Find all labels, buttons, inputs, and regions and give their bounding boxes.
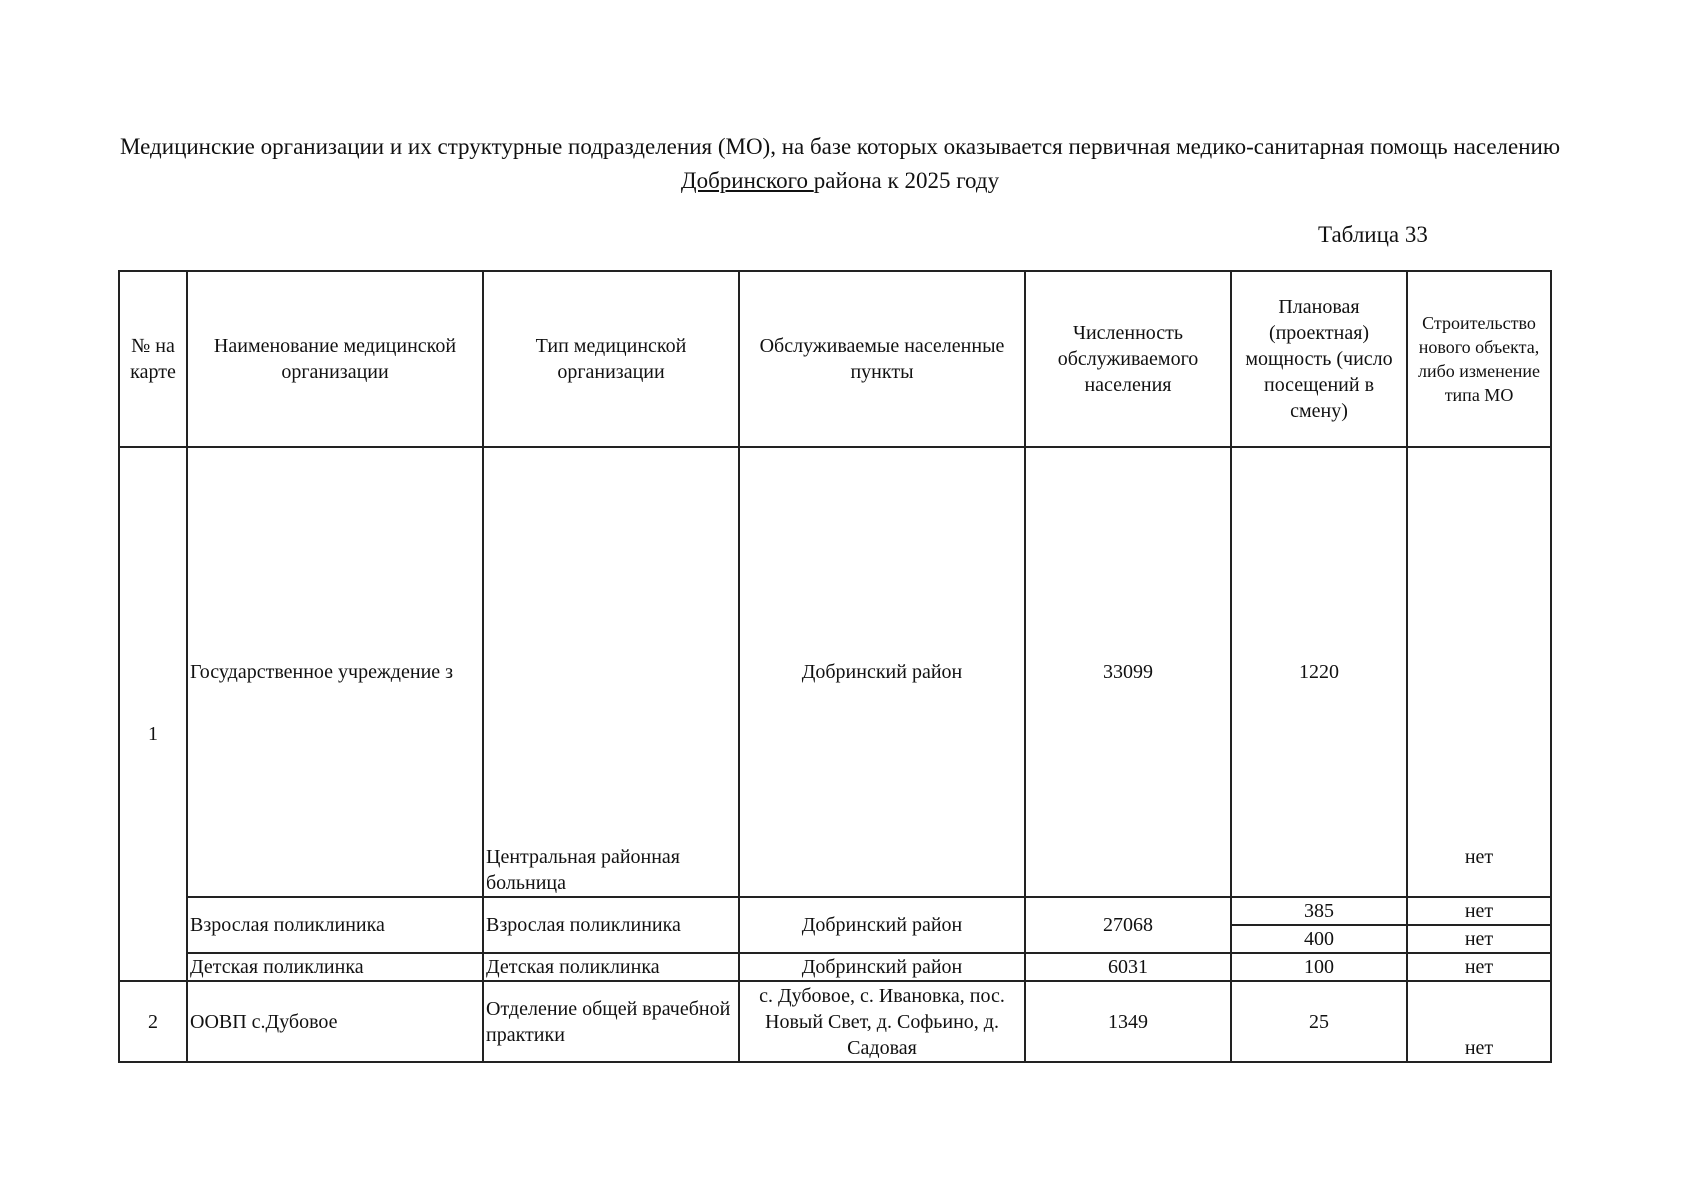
cell-map-no: 2 — [119, 981, 187, 1062]
cell-settlements: Добринский район — [739, 953, 1025, 981]
cell-construction: нет — [1407, 897, 1551, 925]
cell-org-name: Детская поликлинка — [187, 953, 483, 981]
cell-construction: нет — [1407, 447, 1551, 897]
cell-capacity: 1220 — [1231, 447, 1407, 897]
cell-org-name: Государственное учреждение з — [187, 447, 483, 897]
header-population: Численность обслуживаемого населения — [1025, 271, 1231, 447]
cell-population: 6031 — [1025, 953, 1231, 981]
cell-population: 27068 — [1025, 897, 1231, 953]
title-district: Добринского — [680, 168, 814, 193]
cell-capacity: 100 — [1231, 953, 1407, 981]
cell-org-type: Детская поликлинка — [483, 953, 739, 981]
cell-construction: нет — [1407, 953, 1551, 981]
cell-map-no: 1 — [119, 447, 187, 981]
table-row — [119, 981, 1551, 1062]
cell-org-type: Центральная районная больница — [483, 447, 739, 897]
mo-table — [118, 270, 1552, 1063]
header-map-no: № на карте — [119, 271, 187, 447]
cell-org-type: Отделение общей врачебной практики — [483, 981, 739, 1062]
title-text-2: района к 2025 году — [813, 168, 1000, 193]
header-org-name: Наименование медицинской организации — [187, 271, 483, 447]
header-org-type: Тип медицинской организации — [483, 271, 739, 447]
cell-population: 1349 — [1025, 981, 1231, 1062]
header-row — [119, 271, 1551, 447]
cell-org-type: Взрослая поликлиника — [483, 897, 739, 953]
header-construction: Строительство нового объекта, либо изменение типа МО — [1407, 271, 1551, 447]
table-label: Таблица 33 — [1318, 222, 1428, 247]
table-row — [119, 953, 1551, 981]
cell-settlements: Добринский район — [739, 447, 1025, 897]
cell-capacity: 25 — [1231, 981, 1407, 1062]
cell-construction: нет — [1407, 981, 1551, 1062]
cell-capacity: 385 — [1231, 897, 1407, 925]
table-row — [119, 897, 1551, 925]
table-row — [119, 447, 1551, 897]
header-settlements: Обслуживаемые населенные пункты — [739, 271, 1025, 447]
cell-settlements: с. Дубовое, с. Ивановка, пос. Новый Свет, д. Софьино, д. Садовая — [739, 981, 1025, 1062]
cell-settlements: Добринский район — [739, 897, 1025, 953]
cell-construction: нет — [1407, 925, 1551, 953]
cell-org-name: ООВП с.Дубовое — [187, 981, 483, 1062]
header-capacity: Плановая (проектная) мощность (число посещений в смену) — [1231, 271, 1407, 447]
cell-capacity: 400 — [1231, 925, 1407, 953]
document-title — [120, 130, 1560, 198]
cell-org-name: Взрослая поликлиника — [187, 897, 483, 953]
cell-population: 33099 — [1025, 447, 1231, 897]
title-text-1: Медицинские организации и их структурные подразделения (МО), на базе которых оказывается первичная медико-санитарная помощь населению — [120, 134, 1561, 159]
